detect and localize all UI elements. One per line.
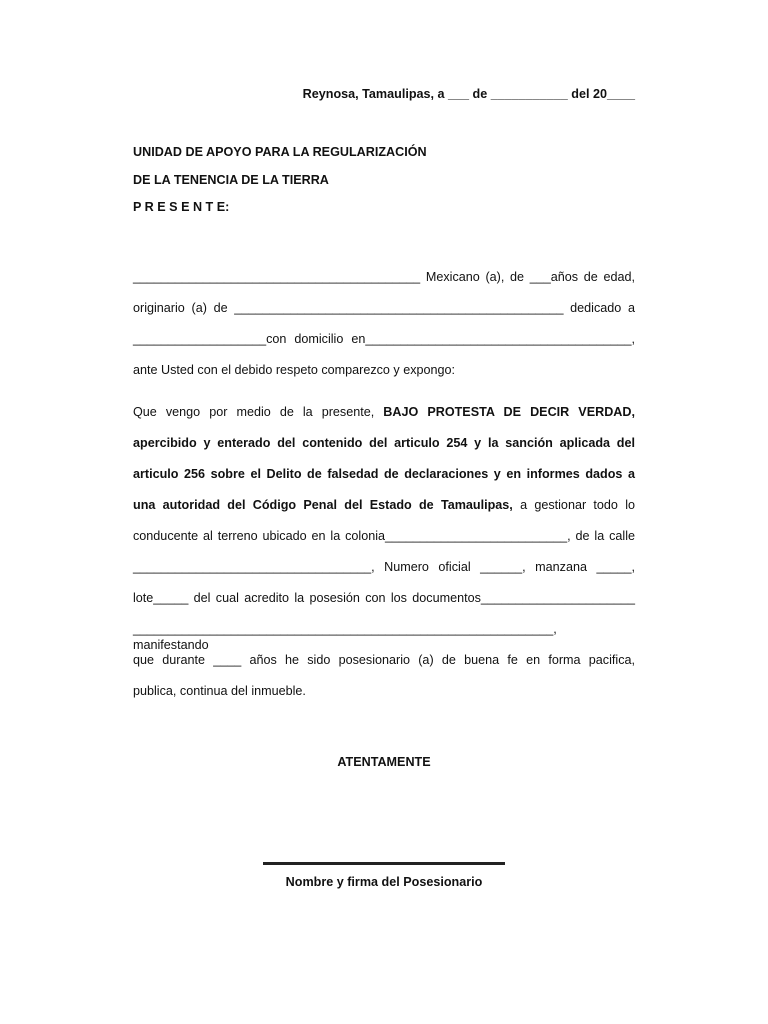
body-line-10: publica, continua del inmueble. [133,684,306,698]
intro-line-1: _________________________________________ Mexicano (a), de ___años de edad, [133,270,635,284]
closing-atentamente: ATENTAMENTE [337,755,431,769]
body-line-4-bold: una autoridad del Código Penal del Estado de Tamaulipas, [133,498,513,512]
signature-caption: Nombre y firma del Posesionario [285,875,483,889]
body-line-4-plain: a gestionar todo lo [512,498,635,512]
body-line-6: __________________________________, Numero oficial ______, manzana _____, [133,560,635,574]
body-line-1-plain: Que vengo por medio de la presente, [133,405,384,419]
body-line-1-bold: BAJO PROTESTA DE DECIR VERDAD, [383,405,635,419]
intro-line-3: ___________________con domicilio en______________________________________, [133,332,635,346]
body-line-8: ____________________________________________________________, manifestando [133,622,557,652]
signature-line [263,862,505,865]
intro-line-2: originario (a) de _______________________________________________ dedicado a [133,301,635,315]
body-line-5: conducente al terreno ubicado en la colonia__________________________, de la calle [133,529,635,543]
body-line-3: articulo 256 sobre el Delito de falsedad de declaraciones y en informes dados a [133,467,635,481]
body-line-9: que durante ____ años he sido posesionario (a) de buena fe en forma pacifica, [133,653,635,667]
body-line-2: apercibido y enterado del contenido del articulo 254 y la sanción aplicada del [133,436,635,450]
intro-line-4: ante Usted con el debido respeto comparezco y expongo: [133,363,456,377]
recipient-line-1: UNIDAD DE APOYO PARA LA REGULARIZACIÓN [133,145,427,159]
body-line-4 [133,497,635,513]
recipient-line-3: P R E S E N T E: [133,200,230,214]
body-line-7: lote_____ del cual acredito la posesión con los documentos______________________ [133,591,635,605]
recipient-line-2: DE LA TENENCIA DE LA TIERRA [133,173,329,187]
body-line-1 [133,404,635,420]
place-date-line: Reynosa, Tamaulipas, a ___ de ___________ del 20____ [302,87,635,101]
